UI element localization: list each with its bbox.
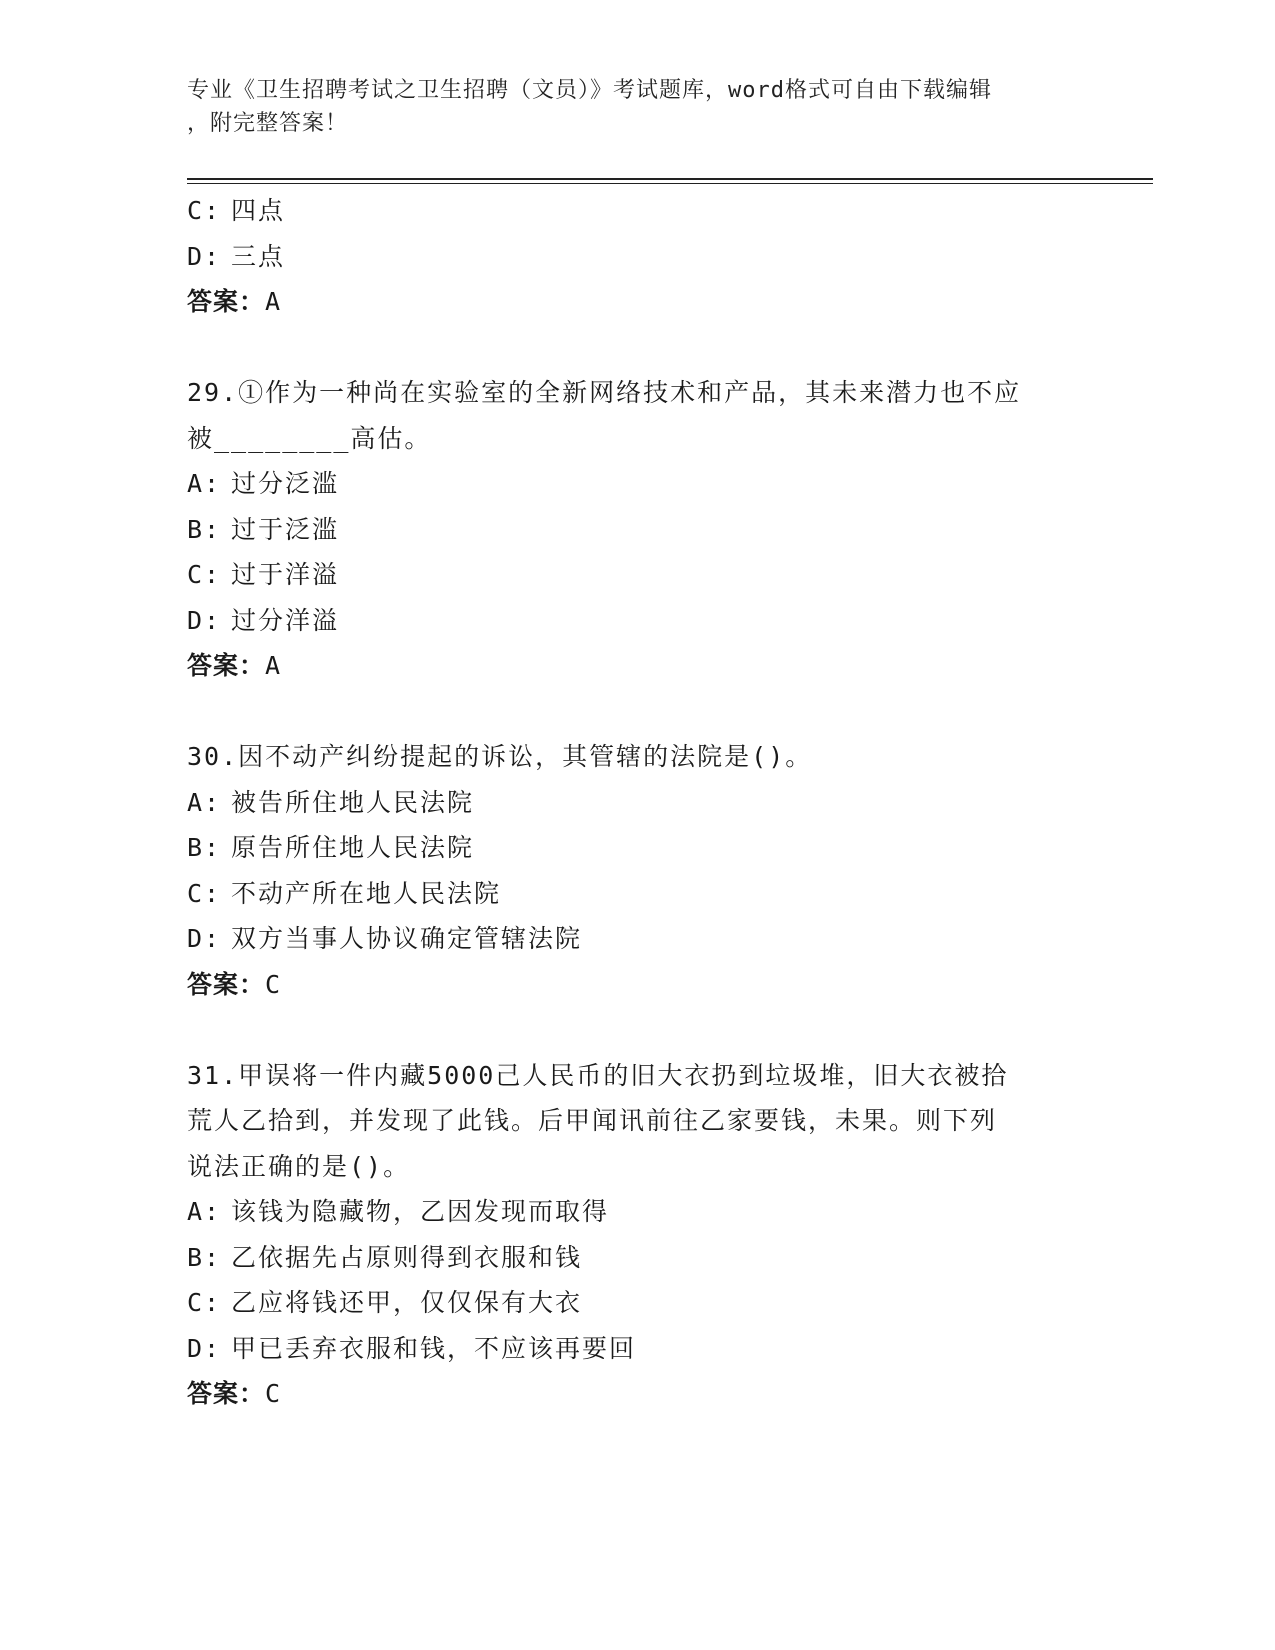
option-a bbox=[187, 461, 1087, 507]
answer-value: A bbox=[265, 287, 282, 316]
question-text-line: 29.①作为一种尚在实验室的全新网络技术和产品，其未来潜力也不应 bbox=[187, 378, 1022, 407]
option-a bbox=[187, 780, 1087, 826]
option-text: 乙依据先占原则得到衣服和钱 bbox=[231, 1242, 583, 1272]
question-text-line: 说法正确的是()。 bbox=[187, 1151, 411, 1181]
question-29 bbox=[187, 370, 1087, 689]
option-text: 被告所住地人民法院 bbox=[231, 787, 475, 817]
option-letter: A: bbox=[187, 787, 222, 817]
option-d bbox=[187, 1326, 1087, 1372]
option-c bbox=[187, 871, 1087, 917]
option-letter: D: bbox=[187, 605, 222, 635]
answer-label: 答案： bbox=[187, 287, 266, 316]
option-letter: B: bbox=[187, 1242, 222, 1272]
answer-label: 答案： bbox=[187, 1379, 266, 1408]
option-d bbox=[187, 234, 1087, 280]
option-c bbox=[187, 552, 1087, 598]
option-text: 三点 bbox=[231, 241, 286, 271]
answer-label: 答案： bbox=[187, 651, 266, 680]
option-letter: B: bbox=[187, 514, 222, 544]
answer-line bbox=[187, 279, 1087, 325]
option-letter: D: bbox=[187, 924, 222, 953]
answer-line bbox=[187, 643, 1087, 689]
option-b bbox=[187, 825, 1087, 871]
answer-value: C bbox=[265, 969, 282, 999]
question-text-line: 30.因不动产纠纷提起的诉讼，其管辖的法院是()。 bbox=[187, 742, 813, 771]
question-text-line: 荒人乙拾到，并发现了此钱。后甲闻讯前往乙家要钱，未果。则下列 bbox=[187, 1106, 998, 1135]
answer-line bbox=[187, 962, 1087, 1008]
option-c bbox=[187, 188, 1087, 234]
header-divider-thick bbox=[187, 178, 1153, 180]
option-text: 过分泛滥 bbox=[231, 469, 340, 498]
option-letter: A: bbox=[187, 469, 222, 498]
option-letter: A: bbox=[187, 1197, 222, 1226]
question-30 bbox=[187, 734, 1087, 1007]
option-d bbox=[187, 916, 1087, 962]
header-divider-thin bbox=[187, 183, 1153, 184]
option-letter: D: bbox=[187, 241, 222, 271]
question-text-line: 被________高估。 bbox=[187, 423, 432, 453]
question-31 bbox=[187, 1053, 1087, 1417]
option-letter: D: bbox=[187, 1333, 222, 1363]
previous-question-tail bbox=[187, 188, 1087, 325]
header-line-2: ，附完整答案！ bbox=[187, 111, 349, 136]
option-text: 乙应将钱还甲，仅仅保有大衣 bbox=[231, 1288, 583, 1317]
option-text: 过于泛滥 bbox=[231, 514, 340, 544]
option-text: 过分洋溢 bbox=[231, 605, 340, 635]
question-text-line: 31.甲误将一件内藏5000己人民币的旧大衣扔到垃圾堆，旧大衣被拾 bbox=[187, 1060, 1009, 1090]
option-text: 甲已丢弃衣服和钱，不应该再要回 bbox=[231, 1333, 637, 1363]
option-text: 双方当事人协议确定管辖法院 bbox=[231, 924, 583, 953]
document-header bbox=[187, 74, 1087, 140]
option-b bbox=[187, 1235, 1087, 1281]
answer-line bbox=[187, 1371, 1087, 1417]
option-letter: C: bbox=[187, 1288, 222, 1317]
option-letter: C: bbox=[187, 560, 222, 589]
answer-value: C bbox=[265, 1379, 282, 1408]
answer-value: A bbox=[265, 651, 282, 680]
option-letter: B: bbox=[187, 833, 222, 862]
option-text: 过于洋溢 bbox=[231, 560, 340, 589]
option-letter: C: bbox=[187, 878, 222, 908]
option-d bbox=[187, 598, 1087, 644]
option-text: 四点 bbox=[231, 196, 286, 225]
option-letter: C: bbox=[187, 196, 222, 225]
answer-label: 答案： bbox=[187, 969, 266, 999]
option-a bbox=[187, 1189, 1087, 1235]
header-line-1: 专业《卫生招聘考试之卫生招聘（文员）》考试题库，word格式可自由下载编辑 bbox=[187, 78, 992, 103]
option-text: 不动产所在地人民法院 bbox=[231, 878, 502, 908]
option-text: 该钱为隐藏物，乙因发现而取得 bbox=[231, 1197, 610, 1226]
option-b bbox=[187, 507, 1087, 553]
question-content bbox=[187, 188, 1087, 1417]
option-c bbox=[187, 1280, 1087, 1326]
option-text: 原告所住地人民法院 bbox=[231, 833, 475, 862]
